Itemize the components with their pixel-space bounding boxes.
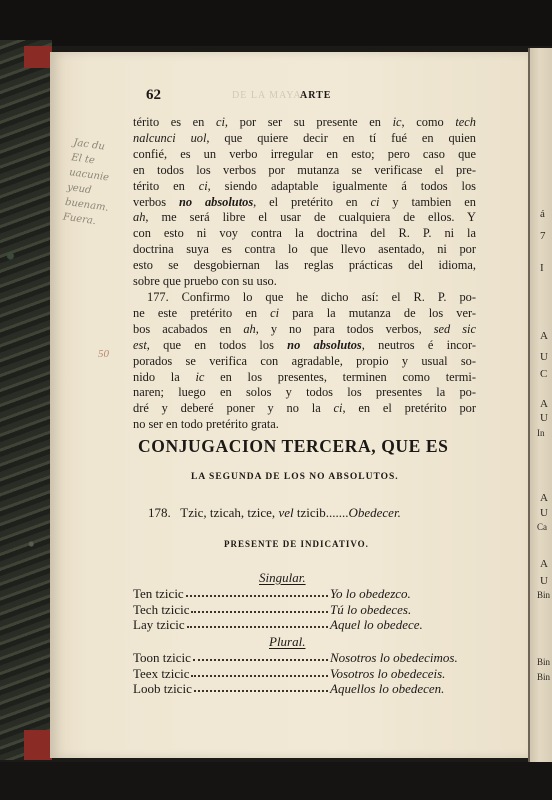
show-through-text: DE LA MAYA bbox=[232, 90, 302, 101]
conjunction: vel bbox=[278, 505, 294, 520]
adjacent-page-fragment: I bbox=[540, 262, 544, 274]
verb-gloss: Tú lo obedeces. bbox=[330, 601, 412, 617]
tense-heading: PRESENTE DE INDICATIVO. bbox=[224, 539, 369, 549]
adjacent-page-fragment: U bbox=[540, 575, 548, 587]
text-line: doctrina suya es contra lo que llevo asentado, ni por bbox=[133, 242, 476, 257]
binding-corner-top bbox=[24, 46, 52, 68]
text-line: con esto ni voy contra la doctrina del R. P. ni la bbox=[133, 226, 476, 241]
scan-top-border bbox=[0, 0, 552, 46]
marginalia-line: buenam. bbox=[64, 196, 110, 214]
paragraph-177 bbox=[133, 290, 476, 433]
text-line: ah, me será libre el usar de cualquiera de ellos. Y bbox=[133, 210, 476, 225]
verb-gloss: Vosotros lo obedeceis. bbox=[330, 665, 446, 681]
leader-dots bbox=[193, 659, 328, 661]
adjacent-page-fragment: A bbox=[540, 558, 548, 570]
paragraph-178 bbox=[148, 505, 401, 521]
adjacent-page-fragment: C bbox=[540, 368, 548, 380]
verb-gloss: Aquel lo obedece. bbox=[330, 617, 423, 632]
marginalia-line: Jac du bbox=[72, 137, 106, 153]
verb-forms: Tzic, tzicah, tzice, bbox=[180, 505, 276, 520]
adjacent-page-fragment: A bbox=[540, 398, 548, 410]
text-line: 177. Confirmo lo que he dicho así: el R. P. po- bbox=[147, 289, 476, 304]
adjacent-page-fragment: A bbox=[540, 492, 548, 504]
text-line: porados se verifica con agradable, propio y usual so- bbox=[133, 353, 476, 368]
body-text bbox=[133, 115, 476, 433]
conjugation-row bbox=[133, 617, 478, 633]
text-line: nido la ic en los presentes, terminen como termi- bbox=[133, 369, 476, 384]
text-line: confié, es un verbo irregular en esto; pero caso que bbox=[133, 146, 476, 161]
text-line: sobre que pruebo con su uso. bbox=[133, 274, 277, 289]
adjacent-page-fragment: U bbox=[540, 412, 548, 424]
paragraph-continued bbox=[133, 115, 476, 290]
marginalia-line: yeud bbox=[66, 181, 93, 197]
leader-dots bbox=[194, 690, 328, 692]
text-line: en todos los verbos por mutanza se verificase el pre- bbox=[133, 162, 476, 177]
plural-label: Plural. bbox=[269, 634, 306, 649]
verb-form: Lay tzicic bbox=[133, 617, 185, 632]
adjacent-page-fragment: In bbox=[537, 428, 545, 438]
adjacent-page-fragment: U bbox=[540, 351, 548, 363]
verb-form: Teex tzicic bbox=[133, 665, 190, 681]
marginalia-line: El te bbox=[70, 152, 96, 167]
adjacent-page-fragment: Bin bbox=[537, 590, 551, 600]
adjacent-page-fragment: U bbox=[540, 507, 548, 519]
adjacent-page-fragment: A bbox=[540, 330, 548, 342]
scan-bottom-border bbox=[0, 762, 552, 800]
verb-meaning: Obedecer. bbox=[348, 505, 401, 520]
leader-dots bbox=[186, 595, 328, 597]
verb-form: Ten tzicic bbox=[133, 586, 184, 601]
marbled-endpaper bbox=[0, 40, 52, 760]
verb-gloss: Nosotros lo obedecimos. bbox=[330, 650, 458, 665]
leader-dots bbox=[191, 675, 328, 677]
verb-form-last: tzicib bbox=[296, 505, 326, 520]
text-line: térito en ci, siendo adaptable igualmente á todos los bbox=[133, 178, 476, 193]
text-line: ne este pretérito en ci para la mutanza de los ver- bbox=[133, 305, 476, 320]
binding-corner-bottom bbox=[24, 730, 52, 760]
text-line: naren; luego en solos y todos los presentes la po- bbox=[133, 385, 476, 400]
adjacent-page-fragment: 7 bbox=[540, 230, 546, 242]
conjugation-row bbox=[133, 681, 478, 697]
marginalia-line: Fuera. bbox=[62, 211, 97, 228]
paragraph-number: 178. bbox=[148, 505, 171, 520]
verb-form: Tech tzicic bbox=[133, 601, 190, 617]
verb-form: Toon tzicic bbox=[133, 650, 191, 665]
singular-label: Singular. bbox=[259, 570, 306, 585]
marginalia-line: uacunie bbox=[68, 167, 110, 184]
adjacent-page-fragment: Ca bbox=[537, 522, 547, 532]
verb-gloss: Yo lo obedezco. bbox=[330, 586, 411, 601]
text-line: no ser en todo pretérito grata. bbox=[133, 417, 279, 432]
text-line: dré y deberé poner y no la ci, en el pretérito por bbox=[133, 401, 476, 416]
adjacent-page-fragment: Bin bbox=[537, 672, 551, 682]
running-head: ARTE bbox=[300, 90, 332, 101]
leader-dots bbox=[187, 626, 328, 628]
page-number: 62 bbox=[146, 87, 161, 103]
leader-dots: ....... bbox=[325, 505, 349, 520]
margin-number: 50 bbox=[98, 348, 109, 360]
text-line: esto se desgobiernan las reglas prácticas del idioma, bbox=[133, 258, 476, 273]
verb-form: Loob tzicic bbox=[133, 681, 192, 696]
section-subtitle: LA SEGUNDA DE LOS NO ABSOLUTOS. bbox=[191, 472, 399, 482]
page-header bbox=[146, 87, 476, 107]
text-line: verbos no absolutos, el pretérito en ci y tambien en bbox=[133, 194, 476, 209]
conjugation-row bbox=[133, 666, 478, 682]
text-line: bos acabados en ah, y no para todos verbos, sed sic bbox=[133, 321, 477, 336]
text-line: térito es en ci, por ser su presente en ic, como tech bbox=[133, 115, 476, 129]
verb-gloss: Aquellos lo obedecen. bbox=[330, 681, 445, 696]
conjugation-row bbox=[133, 650, 478, 666]
section-title: CONJUGACION TERCERA, QUE ES bbox=[138, 436, 449, 456]
conjugation-row bbox=[133, 602, 478, 618]
text-line: est, que en todos los no absolutos, neutros é incor- bbox=[133, 337, 477, 352]
text-line: nalcunci uol, que quiere decir en tí fué en quien bbox=[133, 130, 476, 145]
adjacent-page-fragment: Bin bbox=[537, 657, 551, 667]
adjacent-page-fragment: á bbox=[540, 208, 545, 220]
conjugation-row bbox=[133, 586, 478, 602]
leader-dots bbox=[191, 611, 328, 613]
